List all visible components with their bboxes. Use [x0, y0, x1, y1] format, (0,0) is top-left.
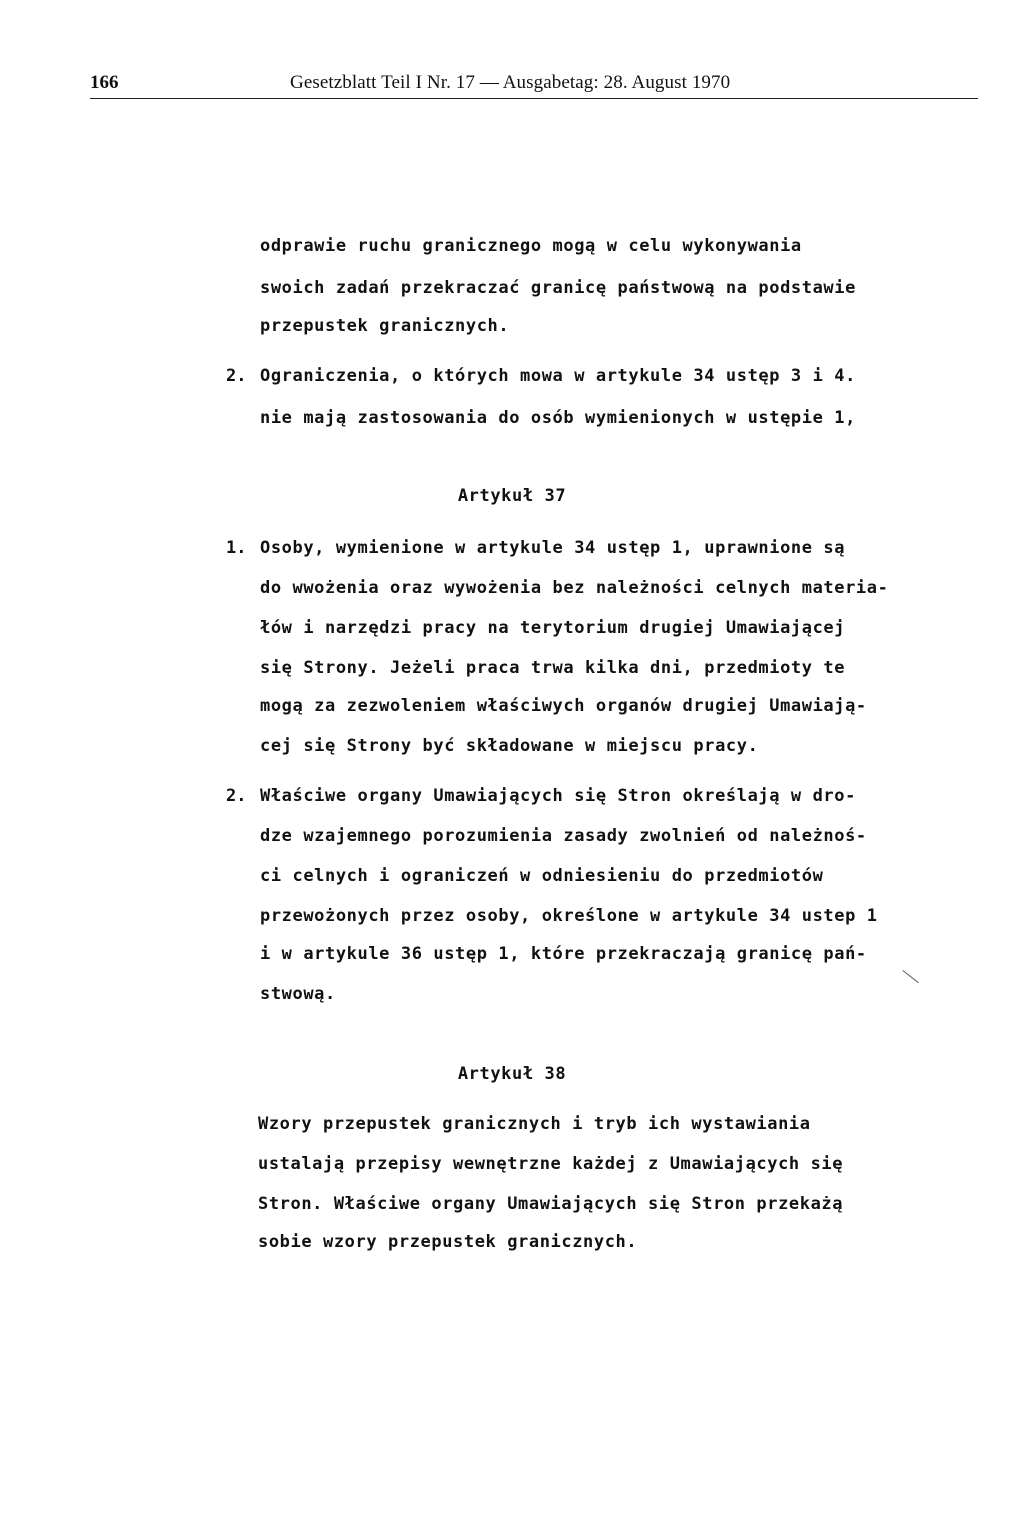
body-line: i w artykule 36 ustęp 1, które przekraczają granicę pań-	[260, 944, 867, 964]
paragraph-number: 2.	[226, 366, 247, 386]
body-line: przewożonych przez osoby, określone w artykule 34 ustep 1	[260, 906, 878, 926]
body-line: mogą za zezwoleniem właściwych organów drugiej Umawiają-	[260, 696, 867, 716]
body-line: dze wzajemnego porozumienia zasady zwolnień od należnoś-	[260, 826, 867, 846]
page-header	[90, 68, 978, 99]
body-line: stwową.	[260, 984, 336, 1004]
body-line: przepustek granicznych.	[260, 316, 510, 336]
body-line: do wwożenia oraz wywożenia bez należności celnych materia-	[260, 578, 889, 598]
body-line: ustalają przepisy wewnętrzne każdej z Umawiających się	[258, 1154, 844, 1174]
running-title: Gesetzblatt Teil I Nr. 17 — Ausgabetag: 28. August 1970	[290, 72, 731, 93]
body-line: Wzory przepustek granicznych i tryb ich wystawiania	[258, 1114, 811, 1134]
body-line: Osoby, wymienione w artykule 34 ustęp 1, uprawnione są	[260, 538, 846, 558]
body-line: się Strony. Jeżeli praca trwa kilka dni, przedmioty te	[260, 658, 846, 678]
body-line: sobie wzory przepustek granicznych.	[258, 1232, 638, 1252]
article-heading: Artykuł 37	[457, 486, 567, 506]
body-line: cej się Strony być składowane w miejscu pracy.	[260, 736, 759, 756]
body-line: Ograniczenia, o których mowa w artykule 34 ustęp 3 i 4.	[260, 366, 856, 386]
body-line: swoich zadań przekraczać granicę państwową na podstawie	[260, 278, 856, 298]
paragraph-number: 1.	[226, 538, 247, 558]
body-line: ci celnych i ograniczeń w odniesieniu do przedmiotów	[260, 866, 824, 886]
paragraph-number: 2.	[226, 786, 247, 806]
body-line: odprawie ruchu granicznego mogą w celu wykonywania	[260, 236, 802, 256]
body-line: Stron. Właściwe organy Umawiających się Stron przekażą	[258, 1194, 844, 1214]
article-heading: Artykuł 38	[457, 1064, 567, 1084]
page-number: 166	[90, 72, 119, 93]
stray-pen-mark	[902, 970, 918, 983]
body-line: nie mają zastosowania do osób wymienionych w ustępie 1,	[260, 408, 856, 428]
body-line: łów i narzędzi pracy na terytorium drugiej Umawiającej	[260, 618, 846, 638]
body-line: Właściwe organy Umawiających się Stron określają w dro-	[260, 786, 856, 806]
